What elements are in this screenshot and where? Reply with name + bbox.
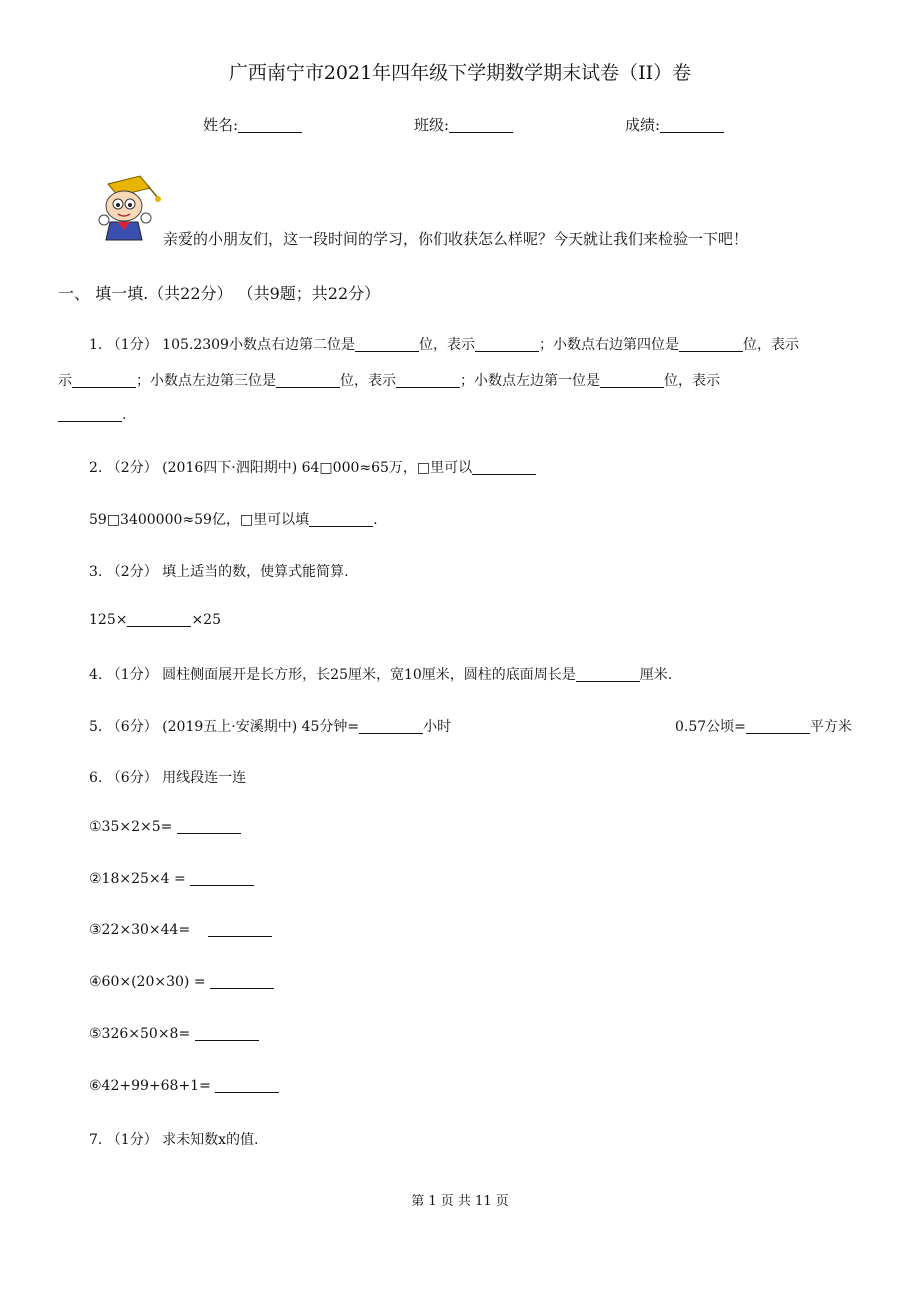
q1-text-e: 示 — [58, 373, 72, 389]
name-label: 姓名: — [203, 116, 239, 134]
q1-text-a: 1. （1分） 105.2309小数点右边第二位是 — [89, 337, 355, 353]
answer-blank[interactable] — [475, 338, 539, 352]
page-title: 广西南宁市2021年四年级下学期数学期末试卷（II）卷 — [228, 62, 692, 84]
answer-blank[interactable] — [190, 872, 254, 886]
answer-blank[interactable] — [177, 820, 241, 834]
question-1-line-1 — [89, 334, 799, 354]
question-3-prompt: 3. （2分） 填上适当的数，使算式能简算. — [89, 564, 349, 580]
score-label: 成绩: — [625, 116, 661, 134]
q6-item-expression: ④60×(20×30) = — [89, 974, 206, 990]
question-3-expression — [89, 612, 221, 628]
question-4 — [89, 664, 672, 684]
name-blank[interactable] — [238, 118, 302, 133]
q2-text-c: . — [373, 512, 378, 528]
answer-blank[interactable] — [210, 975, 274, 989]
answer-blank[interactable] — [215, 1079, 279, 1093]
q1-text-i: 位，表示 — [664, 373, 720, 389]
name-field[interactable] — [203, 114, 302, 135]
question-1-line-3 — [58, 407, 126, 423]
q6-item-expression: ①35×2×5= — [89, 819, 173, 835]
question-5-part-1 — [89, 716, 451, 736]
q5-text-d: 平方米 — [809, 719, 852, 735]
answer-blank[interactable] — [396, 374, 460, 388]
q6-item — [89, 871, 254, 887]
q1-text-d: 位，表示 — [742, 337, 799, 353]
q6-item — [89, 1078, 279, 1094]
answer-blank[interactable] — [195, 1027, 259, 1041]
q6-item-expression: ③22×30×44= — [89, 922, 191, 938]
answer-blank[interactable] — [127, 613, 191, 627]
q1-text-j: . — [122, 407, 127, 423]
section-1-heading: 一、 填一填.（共22分） （共9题；共22分） — [58, 284, 381, 303]
question-5-part-2 — [675, 716, 852, 736]
answer-blank[interactable] — [208, 923, 272, 937]
question-7: 7. （1分） 求未知数x的值. — [89, 1132, 259, 1148]
answer-blank[interactable] — [576, 668, 640, 682]
class-label: 班级: — [414, 116, 450, 134]
q6-item-expression: ⑥42+99+68+1= — [89, 1078, 211, 1094]
q1-text-g: 位，表示 — [340, 373, 396, 389]
answer-blank[interactable] — [58, 408, 122, 422]
q4-text-a: 4. （1分） 圆柱侧面展开是长方形，长25厘米，宽10厘米，圆柱的底面周长是 — [89, 667, 576, 683]
q1-text-b: 位，表示 — [418, 337, 475, 353]
q6-item — [89, 922, 272, 938]
mascot-illustration — [88, 168, 168, 246]
q6-item — [89, 1026, 259, 1042]
q2-text-a: 2. （2分） (2016四下·泗阳期中) 64□000≈65万，□里可以 — [89, 460, 473, 476]
answer-blank[interactable] — [355, 338, 419, 352]
q6-item — [89, 819, 241, 835]
answer-blank[interactable] — [276, 374, 340, 388]
greeting-text: 亲爱的小朋友们，这一段时间的学习，你们收获怎么样呢？今天就让我们来检验一下吧！ — [163, 230, 749, 248]
q3-text-c: ×25 — [191, 612, 221, 628]
answer-blank[interactable] — [746, 720, 810, 734]
answer-blank[interactable] — [472, 461, 536, 475]
q2-text-b: 59□3400000≈59亿，□里可以填 — [89, 512, 310, 528]
q5-text-a: 5. （6分） (2019五上·安溪期中) 45分钟= — [89, 719, 360, 735]
question-2-line-2 — [89, 509, 378, 529]
page-footer: 第 1 页 共 11 页 — [411, 1194, 509, 1209]
q6-item-expression: ②18×25×4 = — [89, 871, 186, 887]
q5-text-b: 小时 — [423, 719, 452, 735]
q3-text-b: 125× — [89, 612, 128, 628]
answer-blank[interactable] — [359, 720, 423, 734]
q4-text-b: 厘米. — [639, 667, 673, 683]
score-blank[interactable] — [660, 118, 724, 133]
answer-blank[interactable] — [309, 513, 373, 527]
class-field[interactable] — [414, 114, 513, 135]
question-2-line-1 — [89, 457, 536, 477]
q6-item-expression: ⑤326×50×8= — [89, 1026, 191, 1042]
q1-text-f: ；小数点左边第三位是 — [136, 373, 276, 389]
class-blank[interactable] — [449, 118, 513, 133]
q1-text-c: ；小数点右边第四位是 — [538, 337, 679, 353]
q5-text-c: 0.57公顷= — [675, 719, 746, 735]
q6-item — [89, 974, 274, 990]
answer-blank[interactable] — [600, 374, 664, 388]
answer-blank[interactable] — [72, 374, 136, 388]
question-1-line-2 — [58, 370, 720, 390]
question-6-prompt: 6. （6分） 用线段连一连 — [89, 770, 247, 786]
q1-text-h: ；小数点左边第一位是 — [460, 373, 600, 389]
answer-blank[interactable] — [679, 338, 743, 352]
score-field[interactable] — [625, 114, 724, 135]
